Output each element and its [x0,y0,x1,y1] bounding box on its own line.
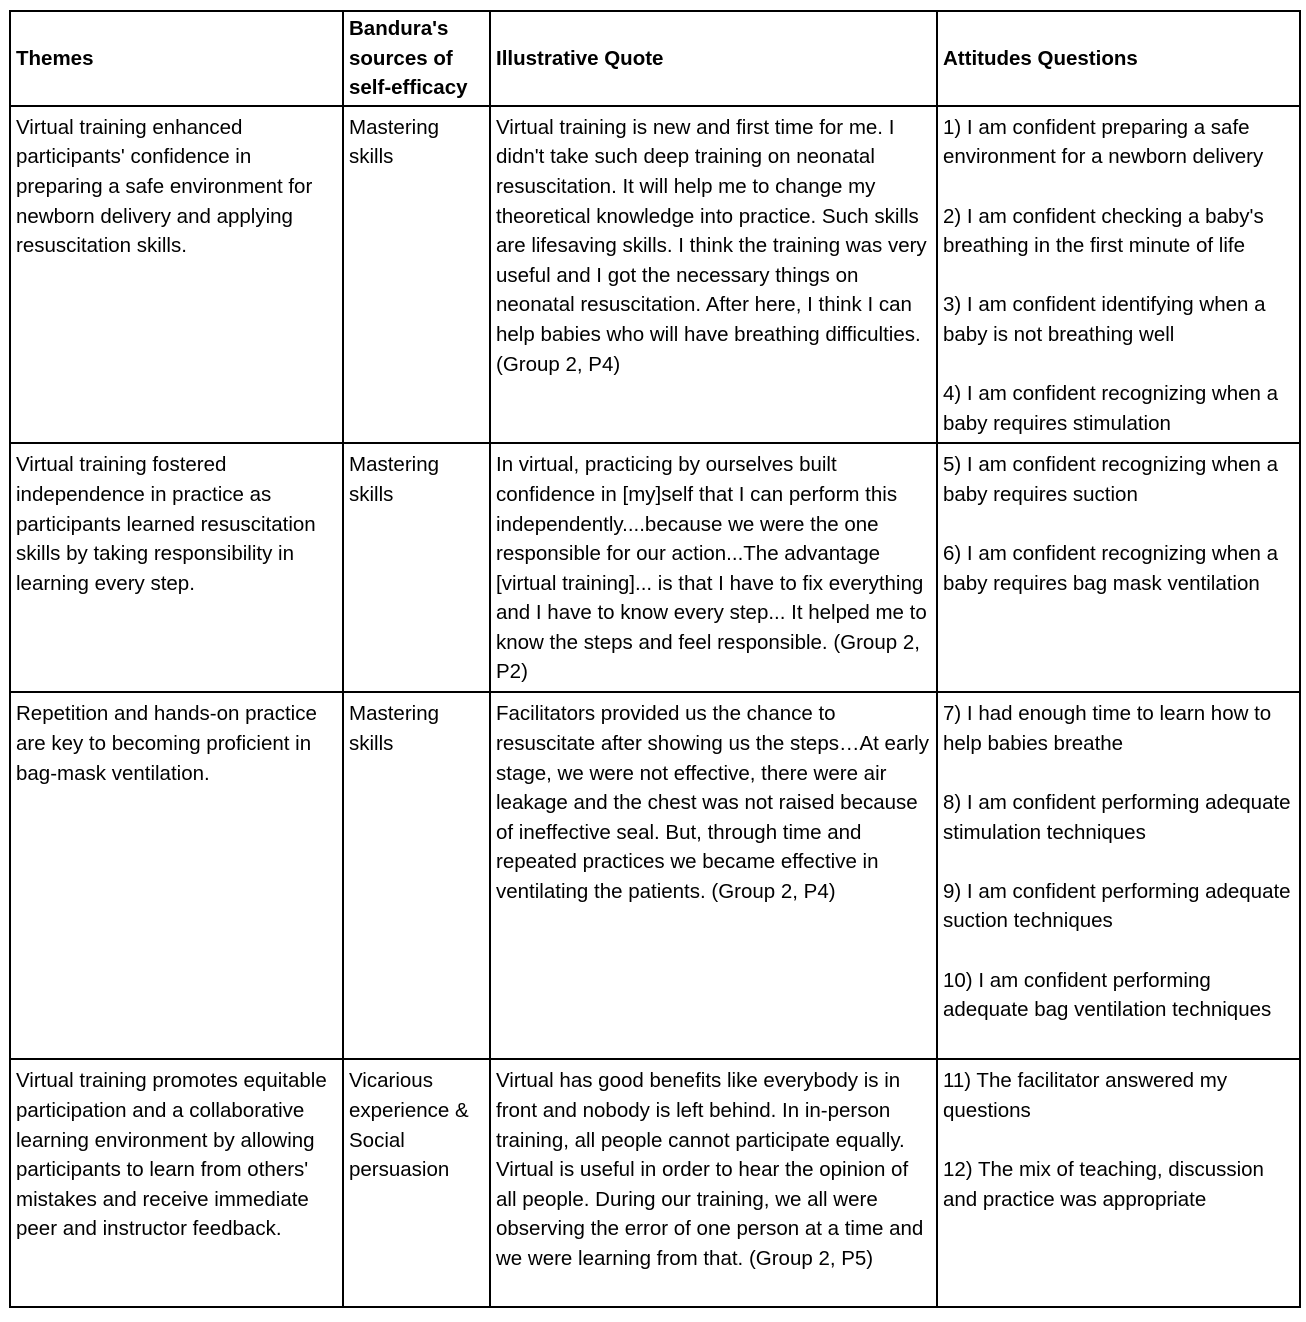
source-cell: Mastering skills [343,106,490,444]
table-row [10,1059,1300,1307]
attitude-question: 3) I am confident identifying when a baby is not breathing well [943,293,1266,346]
header-illustrative-quote: Illustrative Quote [490,11,937,106]
header-attitudes-questions: Attitudes Questions [937,11,1300,106]
quote-cell: In virtual, practicing by ourselves built confidence in [my]self that I can perform this independently....because we were the one responsible for our action...The advantage [virtual training]... is that I have to fix everything and I have to know every step... It helped me to know the steps and feel responsible. (Group 2, P2) [490,443,937,692]
theme-cell: Virtual training promotes equitable participation and a collaborative learning environment by allowing participants to learn from others' mistakes and receive immediate peer and instructor feedback. [10,1059,343,1307]
header-themes: Themes [10,11,343,106]
attitude-question: 7) I had enough time to learn how to help babies breathe [943,702,1272,755]
table-container [9,10,1301,1308]
quote-cell: Facilitators provided us the chance to resuscitate after showing us the steps…At early stage, we were not effective, there were air leakage and the chest was not raised because of ineffective seal. But, through time and repeated practices we became effective in ventilating the patients. (Group 2, P4) [490,692,937,1059]
source-cell: Mastering skills [343,692,490,1059]
questions-cell [937,1059,1300,1307]
table-row [10,106,1300,444]
source-cell: Vicarious experience & Social persuasion [343,1059,490,1307]
header-bandura-sources: Bandura's sources of self-efficacy [343,11,490,106]
header-row [10,11,1300,106]
theme-cell: Virtual training fostered independence in practice as participants learned resuscitation skills by taking responsibility in learning every step. [10,443,343,692]
questions-cell [937,692,1300,1059]
attitude-question: 4) I am confident recognizing when a baby requires stimulation [943,382,1279,435]
self-efficacy-table [9,10,1301,1308]
quote-cell: Virtual training is new and first time for me. I didn't take such deep training on neonatal resuscitation. It will help me to change my theoretical knowledge into practice. Such skills are lifesaving skills. I think the training was very useful and I got the necessary things on neonatal resuscitation. After here, I think I can help babies who will have breathing difficulties. (Group 2, P4) [490,106,937,444]
attitude-question: 6) I am confident recognizing when a baby requires bag mask ventilation [943,542,1279,595]
attitude-question: 5) I am confident recognizing when a baby requires suction [943,453,1279,506]
table-row [10,443,1300,692]
attitude-question: 1) I am confident preparing a safe environment for a newborn delivery [943,115,1264,169]
attitude-question: 11) The facilitator answered my questions [943,1069,1228,1122]
questions-cell [937,443,1300,692]
questions-cell [937,106,1300,444]
attitude-question: 2) I am confident checking a baby's breathing in the first minute of life [943,204,1264,258]
attitude-question: 8) I am confident performing adequate stimulation techniques [943,791,1291,844]
table-row [10,692,1300,1059]
theme-cell: Virtual training enhanced participants' confidence in preparing a safe environment for newborn delivery and applying resuscitation skills. [10,106,343,444]
theme-cell: Repetition and hands-on practice are key to becoming proficient in bag-mask ventilation. [10,692,343,1059]
attitude-question: 9) I am confident performing adequate suction techniques [943,879,1291,933]
source-cell: Mastering skills [343,443,490,692]
quote-cell: Virtual has good benefits like everybody is in front and nobody is left behind. In in-person training, all people cannot participate equally. Virtual is useful in order to hear the opinion of all people. During our training, we all were observing the error of one person at a time and we were learning from that. (Group 2, P5) [490,1059,937,1307]
attitude-question: 12) The mix of teaching, discussion and practice was appropriate [943,1158,1264,1211]
attitude-question: 10) I am confident performing adequate bag ventilation techniques [943,968,1272,1022]
